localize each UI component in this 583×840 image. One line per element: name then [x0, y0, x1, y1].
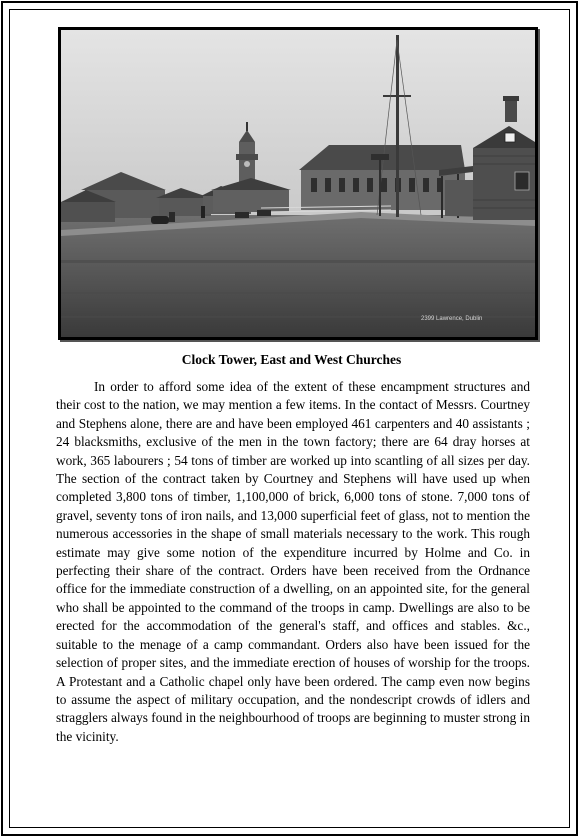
photo-caption: Clock Tower, East and West Churches — [181, 352, 402, 367]
body-paragraph: In order to afford some idea of the extent of these encampment structures and their cost to the nation, we may mention a few items. In the contact of Messrs. Courtney and Stephens alone, there are and have been employed 461 carpenters and 40 assistants ; 24 blacksmiths, exclusive of the men in the town factory; there are 64 dray horses at work, 365 labourers ; 54 tons of timber are worked up into scantling of all sizes per day. The section of the contract taken by Courtney and Stephens will have used up when completed 3,800 tons of timber, 1,100,000 of brick, 6,000 tons of stone. 7,000 tons of gravel, seventy tons of iron nails, and 13,000 superficial feet of glass, not to mention the numerous accessories in the shape of small materials necessary to the work. This rough estimate may give some notion of the expenditure incurred by Holme and Co. in perfecting their share of the contract. Orders have been received from the Ordnance office for the immediate construction of a dwelling, on an appointed site, for the general who shall be appointed to the command of the troops in camp. Dwellings are also to be erected for the accommodation of the general's staff, and offices and stables. &c., suitable to the menage of a camp commandant. Orders also have been issued for the selection of proper sites, and the immediate erection of houses of worship for the troops. A Protestant and a Catholic chapel only have been ordered. The camp even now begins to assume the aspect of military occupation, and the nondescript crowds of idlers and stragglers always found in the neighbourhood of troops are beginning to muster strong in the vicinity. — [56, 379, 530, 744]
camp-scene-illustration — [61, 30, 535, 337]
historic-photograph — [58, 27, 538, 340]
photo-imprint: 2399 Lawrence, Dublin — [421, 316, 483, 322]
